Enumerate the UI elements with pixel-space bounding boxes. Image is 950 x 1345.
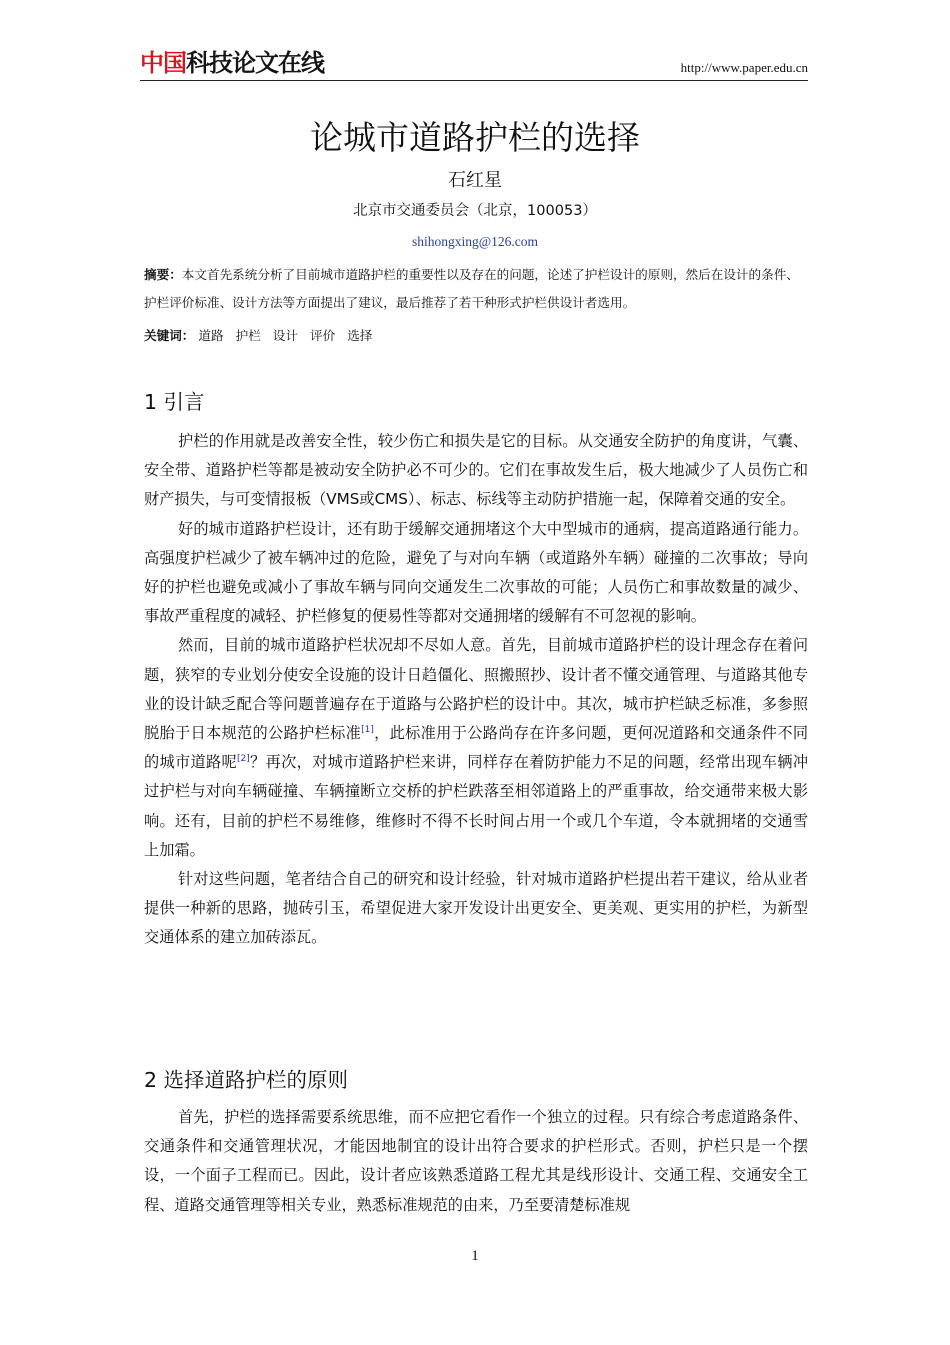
paragraph-text: 然而，目前的城市道路护栏状况却不尽如人意。首先，目前城市道路护栏的设计理念存在着问题，狭窄的专业划分使安全设施的设计日趋僵化、照搬照抄、设计者不懂交通管理、与道路其他专业的设计缺乏配合等问题普遍存在于道路与公路护栏的设计中。其次，城市护栏缺乏标准，多参照脱胎于日本规范的公路护栏标准: [144, 636, 808, 743]
page-number: 1: [471, 1248, 479, 1264]
citation-link[interactable]: [2]: [237, 754, 250, 765]
paragraph: 针对这些问题，笔者结合自己的研究和设计经验，针对城市道路护栏提出若干建议，给从业者提供一种新的思路，抛砖引玉，希望促进大家开发设计出更安全、更美观、更实用的护栏，为新型交通体系的建立加砖添瓦。: [144, 870, 808, 947]
section-heading-principles: 2 选择道路护栏的原则: [144, 1068, 349, 1092]
citation-link[interactable]: [1]: [361, 725, 374, 736]
section-introduction: [144, 427, 808, 953]
paragraph-text: ，此标准用于公路尚存在许多问题，更何况道路和交通条件不同的城市道路呢: [144, 724, 809, 772]
section-principles: [144, 1103, 808, 1220]
page-header: [140, 48, 808, 81]
abstract-label: 摘要：: [144, 267, 182, 282]
paragraph: 首先，护栏的选择需要系统思维，而不应把它看作一个独立的过程。只有综合考虑道路条件、交通条件和交通管理状况，才能因地制宜的设计出符合要求的护栏形式。否则，护栏只是一个摆设，一个面子工程而已。因此，设计者应该熟悉道路工程尤其是线形设计、交通工程、交通安全工程、道路交通管理等相关专业，熟悉标准规范的由来，乃至要清楚标准规: [144, 1108, 808, 1214]
paper-title: 论城市道路护栏的选择: [310, 118, 640, 157]
paragraph: [144, 631, 808, 865]
logo-red-text: 中国: [140, 49, 186, 77]
keyword: 评价: [310, 328, 336, 343]
keyword: 设计: [272, 328, 298, 343]
keywords-label: 关键词：: [144, 328, 195, 343]
paragraph: 护栏的作用就是改善安全性，较少伤亡和损失是它的目标。从交通安全防护的角度讲，气囊、安全带、道路护栏等都是被动安全防护必不可少的。它们在事故发生后，极大地减少了人员伤亡和财产损失，与可变情报板（VMS或CMS）、标志、标线等主动防护措施一起，保障着交通的安全。: [144, 432, 808, 509]
keyword: 道路: [198, 328, 224, 343]
header-url[interactable]: http://www.paper.edu.cn: [680, 60, 808, 75]
paragraph-text: ？再次，对城市道路护栏来讲，同样存在着防护能力不足的问题，经常出现车辆冲过护栏与对向车辆碰撞、车辆撞断立交桥的护栏跌落至相邻道路上的严重事故，给交通带来极大影响。还有，目前的护栏不易维修，维修时不得不长时间占用一个或几个车道，令本就拥堵的交通雪上加霜。: [144, 753, 809, 859]
logo-black-text: 科技论文在线: [186, 49, 324, 77]
keyword: 选择: [347, 328, 373, 343]
keywords: [144, 323, 808, 349]
author-affiliation: 北京市交通委员会（北京，100053）: [353, 203, 597, 219]
paper-author: 石红星: [448, 170, 502, 191]
section-heading-introduction: 1 引言: [144, 390, 205, 414]
author-email[interactable]: shihongxing@126.com: [411, 234, 539, 249]
paragraph: 好的城市道路护栏设计，还有助于缓解交通拥堵这个大中型城市的通病，提高道路通行能力。高强度护栏减少了被车辆冲过的危险，避免了与对向车辆（或道路外车辆）碰撞的二次事故；导向好的护栏也避免或减小了事故车辆与同向交通发生二次事故的可能；人员伤亡和事故数量的减少、事故严重程度的减轻、护栏修复的便易性等都对交通拥堵的缓解有不可忽视的影响。: [144, 519, 808, 626]
site-logo[interactable]: [140, 49, 324, 77]
abstract-text: 本文首先系统分析了目前城市道路护栏的重要性以及存在的问题，论述了护栏设计的原则，然后在设计的条件、护栏评价标准、设计方法等方面提出了建议，最后推荐了若干种形式护栏供设计者选用。: [144, 267, 799, 310]
keyword: 护栏: [235, 328, 261, 343]
abstract: [144, 261, 808, 317]
